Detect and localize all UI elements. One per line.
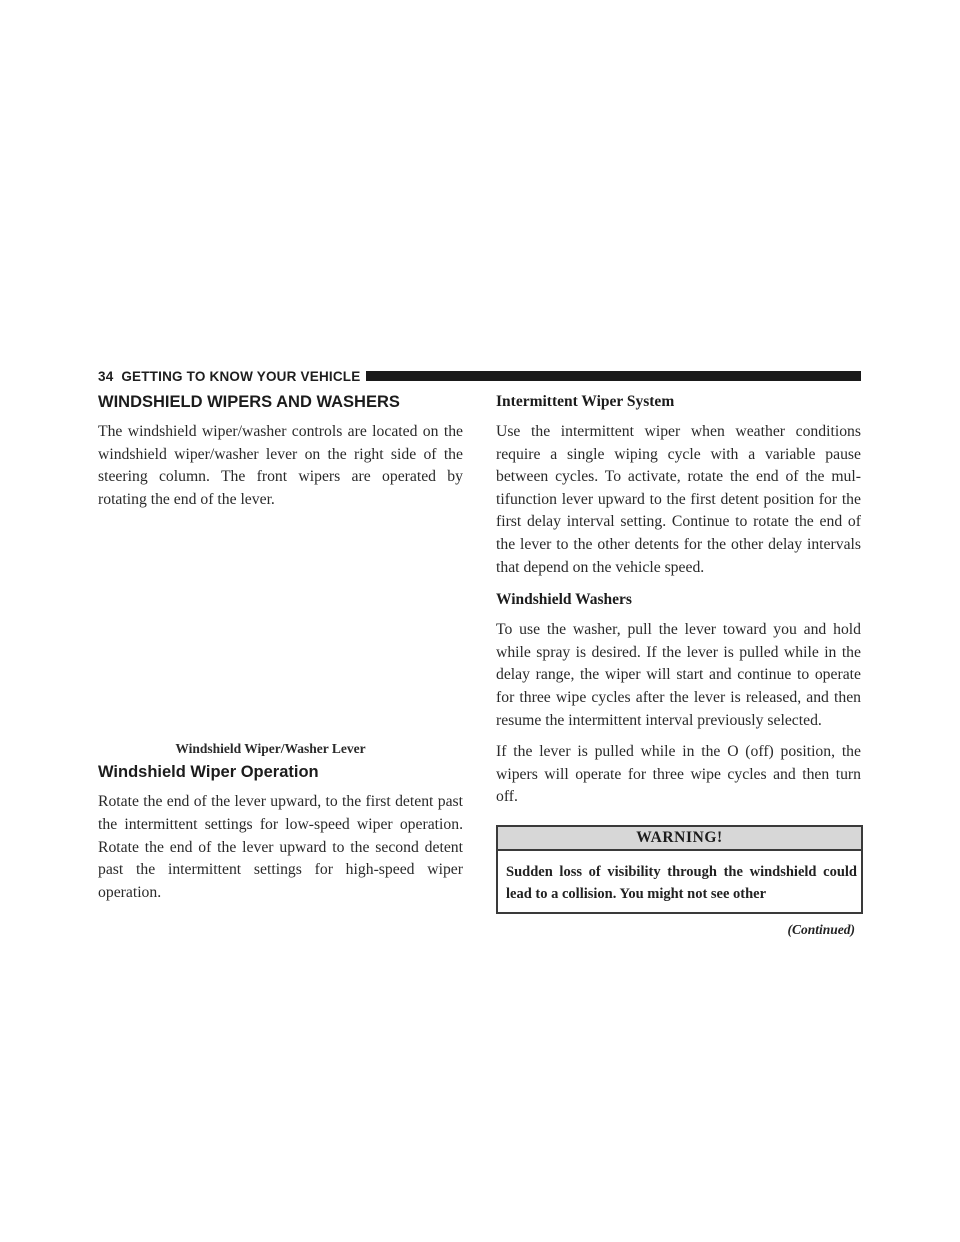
- warning-text: Sudden loss of visibility through the windshield could lead to a collision. You might not see other: [506, 863, 857, 903]
- wiper-operation-paragraph: Rotate the end of the lever upward, to the first detent past the intermittent settings for low-speed wiper operation. Rotate the end of the lever upward to the second detent past the intermittent settings for high-speed wiper operation.: [98, 793, 463, 901]
- figure-caption: Windshield Wiper/Washer Lever: [175, 741, 366, 757]
- page-number: 34: [98, 368, 114, 384]
- intermittent-paragraph: Use the intermittent wiper when weather conditions require a single wiping cycle with a variable pause between cycles. To activate, rotate the end of the multifunction lever upward to the first detent position for the first delay interval setting. Continue to rotate the end of the lever to the other detents for the other delay intervals that depend on the vehicle speed.: [496, 423, 861, 576]
- intro-paragraph: The windshield wiper/washer controls are located on the windshield wiper/washer lever on the right side of the steering column. The front wipers are operated by rotating the end of the lever.: [98, 423, 463, 508]
- right-column: [496, 392, 861, 938]
- section-title: GETTING TO KNOW YOUR VEHICLE: [121, 368, 361, 384]
- warning-title: WARNING!: [498, 827, 861, 851]
- header-rule: [366, 371, 861, 381]
- wiper-operation-heading: Windshield Wiper Operation: [98, 763, 319, 782]
- warning-box: [496, 825, 863, 914]
- page-header-text: [98, 369, 360, 384]
- intermittent-heading: Intermittent Wiper System: [496, 393, 675, 410]
- continued-note: (Continued): [787, 921, 855, 937]
- page-header: [98, 366, 861, 386]
- washers-paragraph-1: To use the washer, pull the lever toward you and hold while spray is desired. If the lever is pulled while in the delay range, the wiper will start and continue to operate for three wipe cycles after the lever is released, and then resume the intermittent interval previously selected.: [496, 621, 861, 729]
- section-heading: WINDSHIELD WIPERS AND WASHERS: [98, 393, 400, 411]
- washers-heading: Windshield Washers: [496, 591, 632, 609]
- washers-paragraph-2: If the lever is pulled while in the O (off) position, the wipers will operate for three wipe cycles and then turn off.: [496, 743, 861, 806]
- lever-figure: [98, 525, 463, 757]
- left-column: [98, 392, 463, 904]
